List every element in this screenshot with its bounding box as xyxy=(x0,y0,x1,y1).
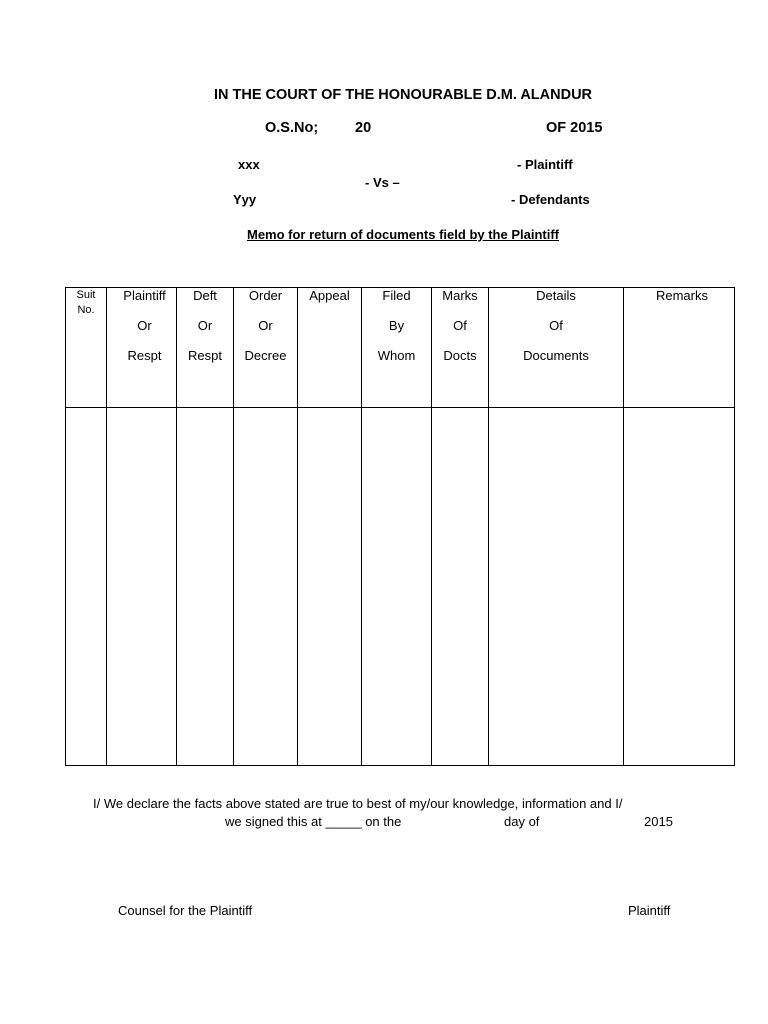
header-deft-or-respt xyxy=(177,288,234,408)
header-deft-line-2: Or xyxy=(197,318,213,333)
header-remarks xyxy=(624,288,735,408)
cell-order-or-decree[interactable] xyxy=(234,408,298,766)
cell-details-of-documents[interactable] xyxy=(489,408,624,766)
header-appeal xyxy=(298,288,362,408)
cell-plaintiff-or-respt[interactable] xyxy=(107,408,177,766)
court-title: IN THE COURT OF THE HONOURABLE D.M. ALANDUR xyxy=(213,87,593,103)
header-suit-no xyxy=(66,288,107,408)
versus-label: - Vs – xyxy=(365,175,400,190)
documents-table xyxy=(65,287,735,766)
header-details-line-1: Details xyxy=(536,288,576,303)
os-number: 20 xyxy=(355,120,372,136)
cell-deft-or-respt[interactable] xyxy=(177,408,234,766)
declaration-line-2a: we signed this at _____ on the xyxy=(225,814,402,829)
header-order-or-decree xyxy=(234,288,298,408)
header-remarks-line-1: Remarks xyxy=(655,288,708,303)
header-filed-line-3: Whom xyxy=(377,348,416,363)
header-deft-line-1: Deft xyxy=(193,288,217,303)
cell-marks-of-docts[interactable] xyxy=(432,408,489,766)
header-details-line-2: Of xyxy=(549,318,563,333)
plaintiff-name: xxx xyxy=(238,157,260,172)
os-label: O.S.No; xyxy=(265,120,319,136)
header-suit-line-2: No. xyxy=(77,304,95,316)
header-plaintiff-or-respt xyxy=(107,288,177,408)
counsel-signature-label: Counsel for the Plaintiff xyxy=(118,903,253,918)
header-order-line-3: Decree xyxy=(244,348,287,363)
header-marks-line-1: Marks xyxy=(442,288,478,303)
table-header-row xyxy=(66,288,735,408)
header-plaintiff-line-3: Respt xyxy=(127,348,162,363)
cell-suit-no[interactable] xyxy=(66,408,107,766)
cell-remarks[interactable] xyxy=(624,408,735,766)
header-filed-by-whom xyxy=(362,288,432,408)
header-order-line-2: Or xyxy=(258,318,273,333)
header-details-of-documents xyxy=(489,288,624,408)
declaration-line-2b: day of xyxy=(504,814,540,829)
declaration-line-1: I/ We declare the facts above stated are true to best of my/our knowledge, information and I/ xyxy=(93,796,623,811)
header-filed-line-2: By xyxy=(388,318,405,333)
header-deft-line-3: Respt xyxy=(188,348,222,363)
cell-filed-by-whom[interactable] xyxy=(362,408,432,766)
header-marks-of-docts xyxy=(432,288,489,408)
header-filed-line-1: Filed xyxy=(382,288,411,303)
header-details-line-3: Documents xyxy=(523,348,589,363)
header-plaintiff-line-1: Plaintiff xyxy=(123,288,166,303)
header-marks-line-3: Docts xyxy=(443,348,477,363)
cell-appeal[interactable] xyxy=(298,408,362,766)
plaintiff-signature-label: Plaintiff xyxy=(628,903,671,918)
header-appeal-line-1: Appeal xyxy=(309,288,350,303)
os-year: OF 2015 xyxy=(546,120,603,136)
table-row xyxy=(66,408,735,766)
plaintiff-role: - Plaintiff xyxy=(517,157,573,172)
header-plaintiff-line-2: Or xyxy=(137,318,152,333)
defendant-name: Yyy xyxy=(233,192,257,207)
declaration-line-2c: 2015 xyxy=(644,814,673,829)
defendant-role: - Defendants xyxy=(511,192,590,207)
header-marks-line-2: Of xyxy=(453,318,467,333)
header-suit-line-1: Suit xyxy=(76,289,96,301)
header-order-line-1: Order xyxy=(248,288,283,303)
memo-title: Memo for return of documents field by the Plaintiff xyxy=(246,227,559,242)
